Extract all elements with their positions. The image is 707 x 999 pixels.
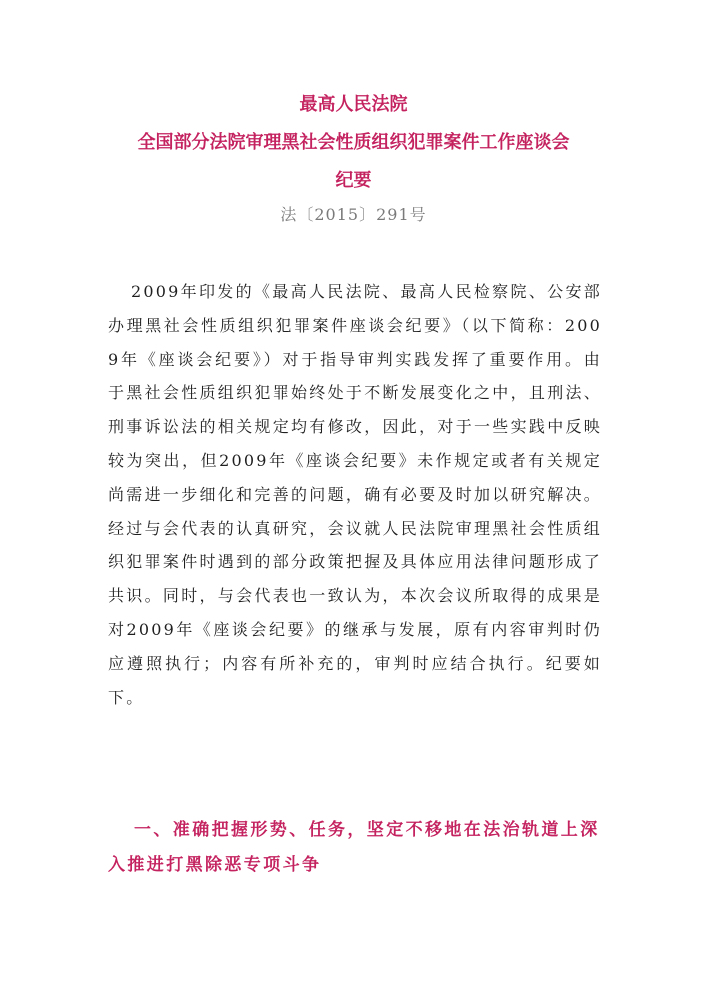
document-title-line-2: 纪要 [335,170,372,191]
document-number: 法〔2015〕291号 [280,205,427,224]
document-title-line-1: 全国部分法院审理黑社会性质组织犯罪案件工作座谈会 [137,132,570,153]
issuer-title: 最高人民法院 [299,94,408,115]
intro-paragraph: 2009年印发的《最高人民法院、最高人民检察院、公安部办理黑社会性质组织犯罪案件座谈会纪要》（以下简称：2009年《座谈会纪要》）对于指导审判实践发挥了重要作用。由于黑社会性质组织犯罪始终处于不断发展变化之中，且刑法、刑事诉讼法的相关规定均有修改，因此，对于一些实践中反映较为突出，但2009年《座谈会纪要》未作规定或者有关规定尚需进一步细化和完善的问题，确有必要及时加以研究解决。经过与会代表的认真研究，会议就人民法院审理黑社会性质组织犯罪案件时遇到的部分政策把握及具体应用法律问题形成了共识。同时，与会代表也一致认为，本次会议所取得的成果是对2009年《座谈会纪要》的继承与发展，原有内容审判时仍应遵照执行；内容有所补充的，审判时应结合执行。纪要如下。 [108,282,602,707]
section-1-heading: 一、准确把握形势、任务，坚定不移地在法治轨道上深入推进打黑除恶专项斗争 [108,820,600,875]
